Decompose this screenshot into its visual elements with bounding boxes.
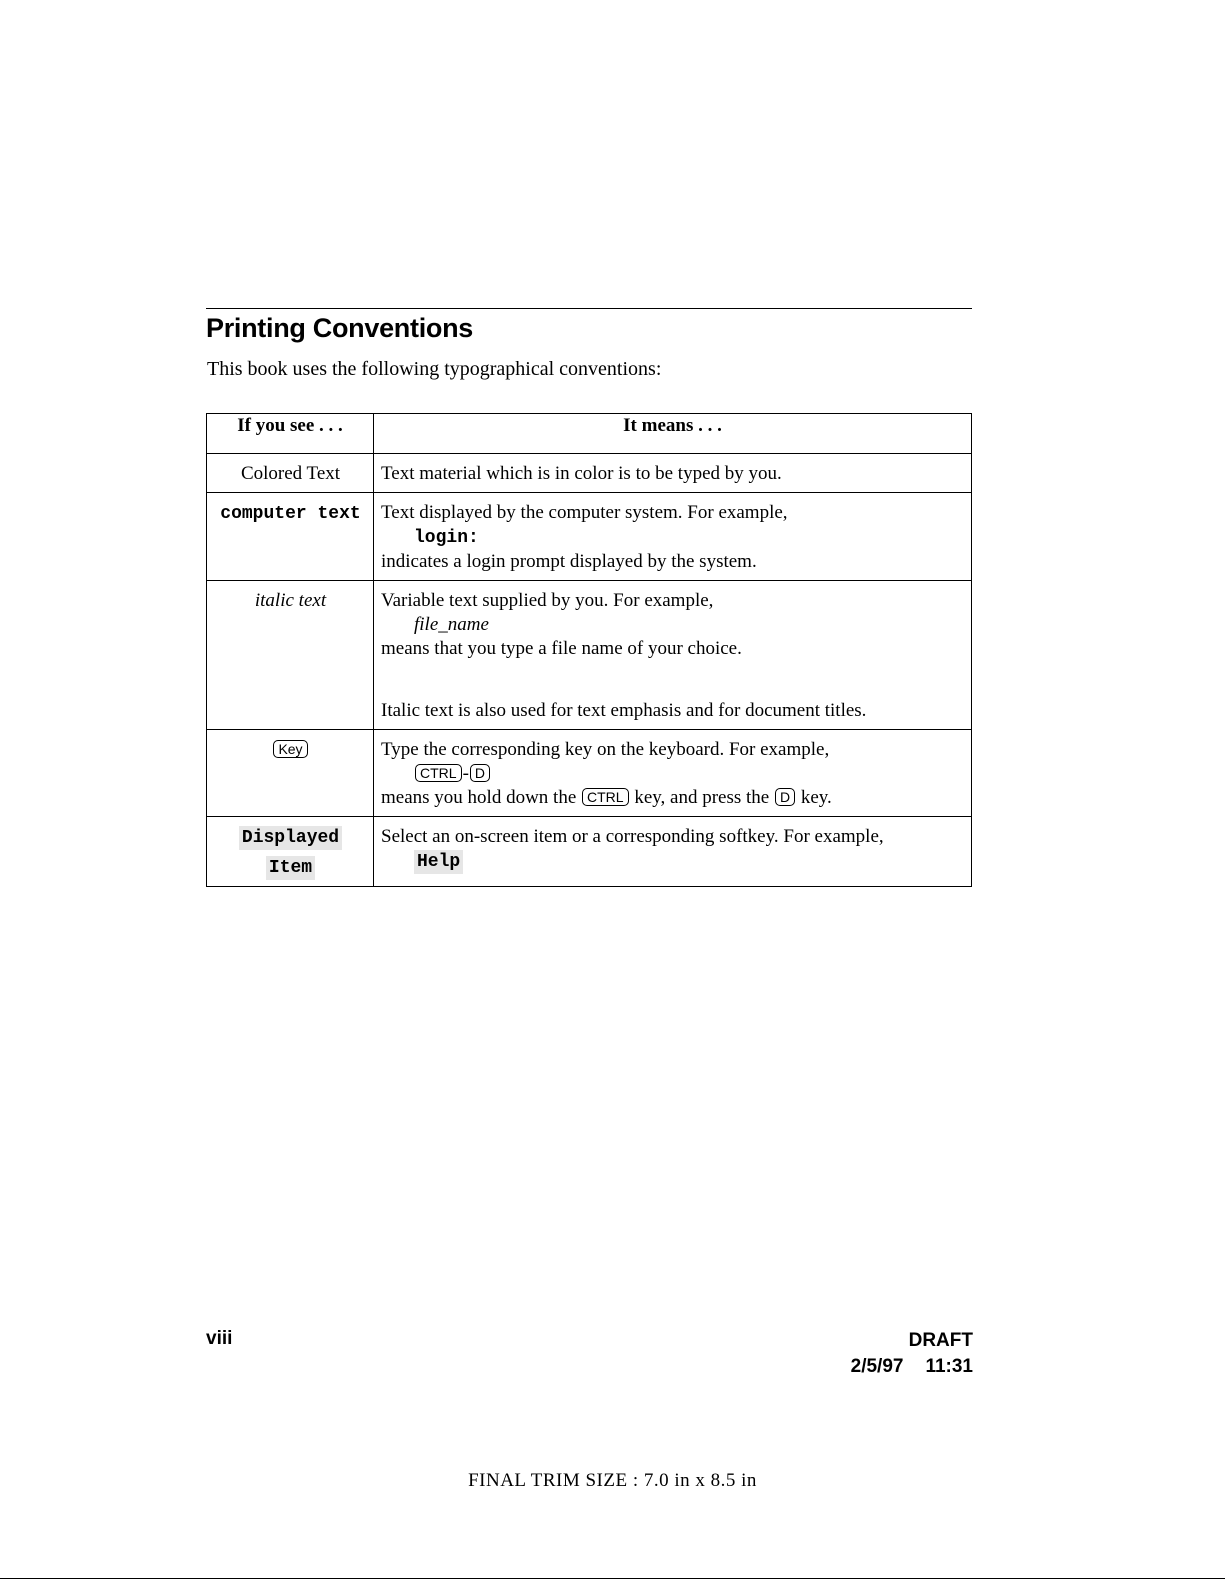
draft-stamp [851, 1328, 973, 1380]
ctrl-key-icon: CTRL [582, 788, 629, 806]
italic-text-emphasis-note: Italic text is also used for text emphasis and for document titles. [381, 700, 867, 721]
key-meaning [374, 730, 972, 817]
key-description: Type the corresponding key on the keyboard. For example, [381, 739, 830, 760]
computer-text-explanation: indicates a login prompt displayed by the system. [381, 551, 757, 572]
key-explanation-part: means you hold down the [381, 787, 577, 808]
displayed-item-description: Select an on-screen item or a corresponding softkey. For example, [381, 826, 884, 847]
computer-text-description: Text displayed by the computer system. For example, [381, 502, 788, 523]
computer-text-label: computer text [220, 504, 361, 524]
key-explanation-part: key. [800, 787, 832, 808]
key-sample [207, 730, 374, 817]
displayed-item-label-line-1: Displayed [239, 826, 342, 850]
key-separator: - [462, 763, 469, 784]
page-number: viii [206, 1328, 233, 1349]
d-key-icon: D [470, 764, 490, 782]
conventions-table [206, 413, 972, 887]
displayed-item-sample [207, 817, 374, 887]
table-row [207, 730, 972, 817]
key-explanation-part: key, and press the [634, 787, 770, 808]
key-cap-icon: Key [273, 740, 307, 758]
intro-text: This book uses the following typographical conventions: [207, 358, 662, 380]
table-header-row [207, 414, 972, 454]
italic-text-sample [207, 581, 374, 730]
bottom-rule [0, 1578, 1225, 1579]
italic-text-explanation: means that you type a file name of your choice. [381, 638, 742, 659]
ctrl-key-icon: CTRL [415, 764, 462, 782]
table-row [207, 493, 972, 581]
top-rule [206, 308, 972, 309]
draft-datetime [851, 1354, 973, 1380]
table-row [207, 581, 972, 730]
displayed-item-meaning [374, 817, 972, 887]
colored-text-description: Text material which is in color is to be typed by you. [381, 463, 782, 484]
italic-text-meaning [374, 581, 972, 730]
key-explanation [381, 786, 965, 810]
computer-text-sample [207, 493, 374, 581]
page-title: Printing Conventions [206, 313, 473, 343]
header-if-you-see: If you see . . . [207, 414, 374, 454]
colored-text-sample [207, 454, 374, 493]
colored-text-label: Colored Text [240, 463, 341, 484]
draft-label: DRAFT [908, 1330, 973, 1351]
login-prompt-example: login: [414, 528, 479, 548]
table-row [207, 817, 972, 887]
colored-text-meaning [374, 454, 972, 493]
file-name-example: file_name [414, 614, 489, 635]
computer-text-meaning [374, 493, 972, 581]
help-softkey-example: Help [414, 850, 463, 874]
d-key-icon: D [775, 788, 795, 806]
draft-date: 2/5/97 [850, 1356, 904, 1377]
italic-text-description: Variable text supplied by you. For example, [381, 590, 714, 611]
header-it-means: It means . . . [374, 414, 972, 454]
trim-size-note: FINAL TRIM SIZE : 7.0 in x 8.5 in [468, 1470, 757, 1491]
italic-text-label: italic text [254, 590, 327, 611]
displayed-item-label-line-2: Item [266, 856, 315, 880]
draft-time: 11:31 [925, 1356, 973, 1377]
table-row [207, 454, 972, 493]
